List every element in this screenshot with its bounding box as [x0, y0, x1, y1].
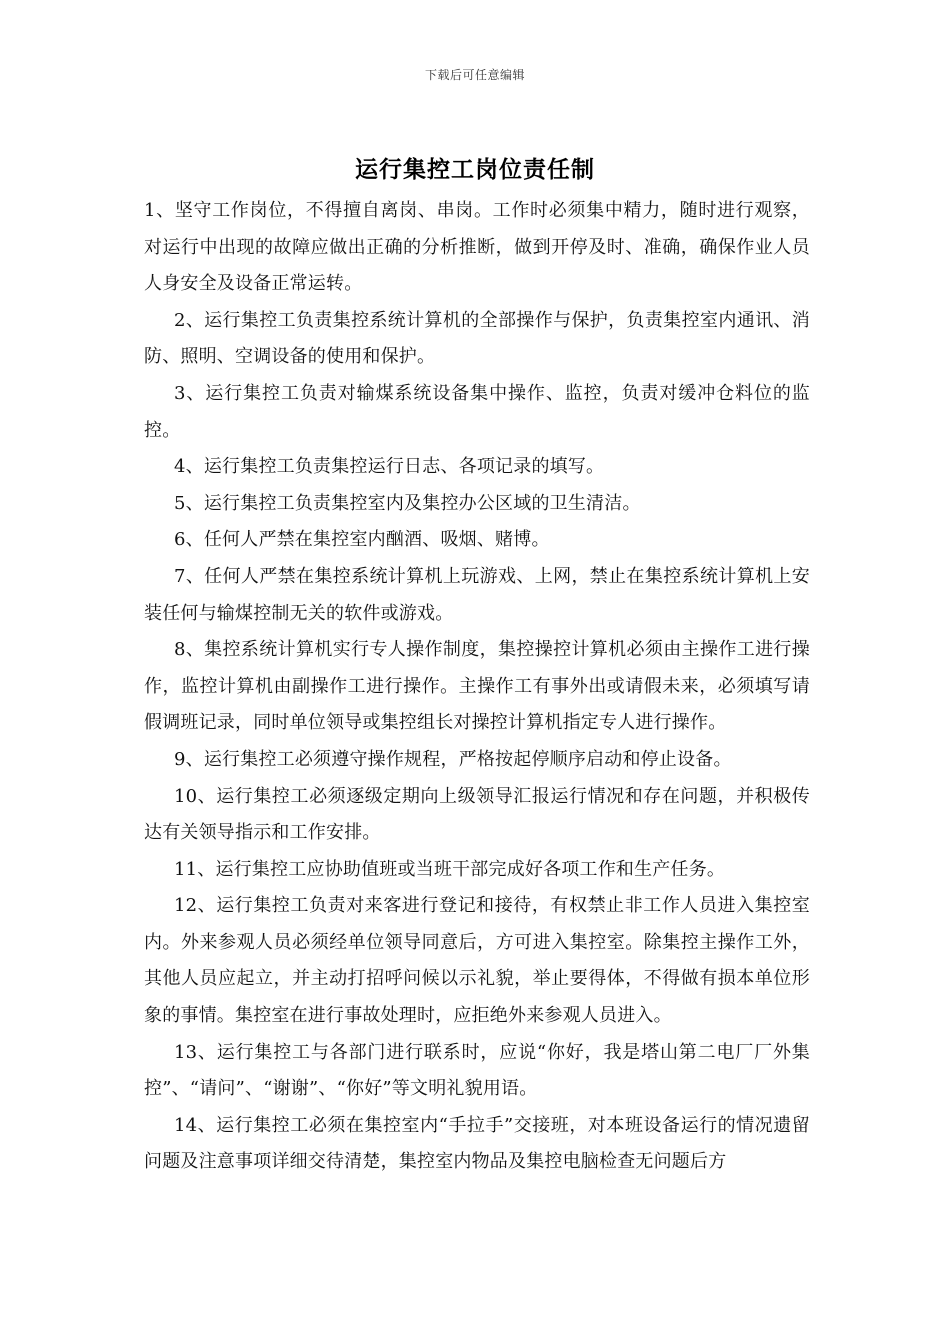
header-note: 下载后可任意编辑 [424, 68, 525, 82]
paragraph-13: 13、运行集控工与各部门进行联系时，应说“你好，我是塔山第二电厂厂外集控”、“请问”、“谢谢”、“你好”等文明礼貌用语。 [144, 1041, 810, 1100]
paragraph-8: 8、集控系统计算机实行专人操作制度，集控操控计算机必须由主操作工进行操作，监控计算机由副操作工进行操作。主操作工有事外出或请假未来，必须填写请假调班记录，同时单位领导或集控组长对操控计算机指定专人进行操作。 [144, 639, 810, 734]
paragraph-12: 12、运行集控工负责对来客进行登记和接待，有权禁止非工作人员进入集控室内。外来参观人员必须经单位领导同意后，方可进入集控室。除集控主操作工外，其他人员应起立，并主动打招呼问候以示礼貌，举止要得体，不得做有损本单位形象的事情。集控室在进行事故处理时，应拒绝外来参观人员进入。 [144, 895, 810, 1027]
paragraph-4: 4、运行集控工负责集控运行日志、各项记录的填写。 [174, 456, 605, 478]
paragraph-5: 5、运行集控工负责集控室内及集控办公区域的卫生清洁。 [174, 492, 641, 514]
paragraph-7: 7、任何人严禁在集控系统计算机上玩游戏、上网，禁止在集控系统计算机上安装任何与输煤控制无关的软件或游戏。 [144, 565, 810, 624]
paragraph-3: 3、运行集控工负责对输煤系统设备集中操作、监控，负责对缓冲仓料位的监控。 [144, 382, 810, 441]
paragraph-2: 2、运行集控工负责集控系统计算机的全部操作与保护，负责集控室内通讯、消防、照明、空调设备的使用和保护。 [144, 309, 810, 368]
paragraph-6: 6、任何人严禁在集控室内酗酒、吸烟、赌博。 [174, 529, 550, 551]
document-title: 运行集控工岗位责任制 [355, 156, 595, 183]
paragraph-10: 10、运行集控工必须逐级定期向上级领导汇报运行情况和存在问题，并积极传达有关领导指示和工作安排。 [144, 785, 810, 844]
paragraph-11: 11、运行集控工应协助值班或当班干部完成好各项工作和生产任务。 [174, 858, 726, 880]
paragraph-14: 14、运行集控工必须在集控室内“手拉手”交接班，对本班设备运行的情况遗留问题及注意事项详细交待清楚，集控室内物品及集控电脑检查无问题后方 [144, 1114, 810, 1173]
document-body [144, 193, 810, 1181]
paragraph-9: 9、运行集控工必须遵守操作规程，严格按起停顺序启动和停止设备。 [174, 748, 732, 770]
paragraph-1: 1、坚守工作岗位，不得擅自离岗、串岗。工作时必须集中精力，随时进行观察，对运行中出现的故障应做出正确的分析推断，做到开停及时、准确，确保作业人员人身安全及设备正常运转。 [144, 200, 810, 295]
